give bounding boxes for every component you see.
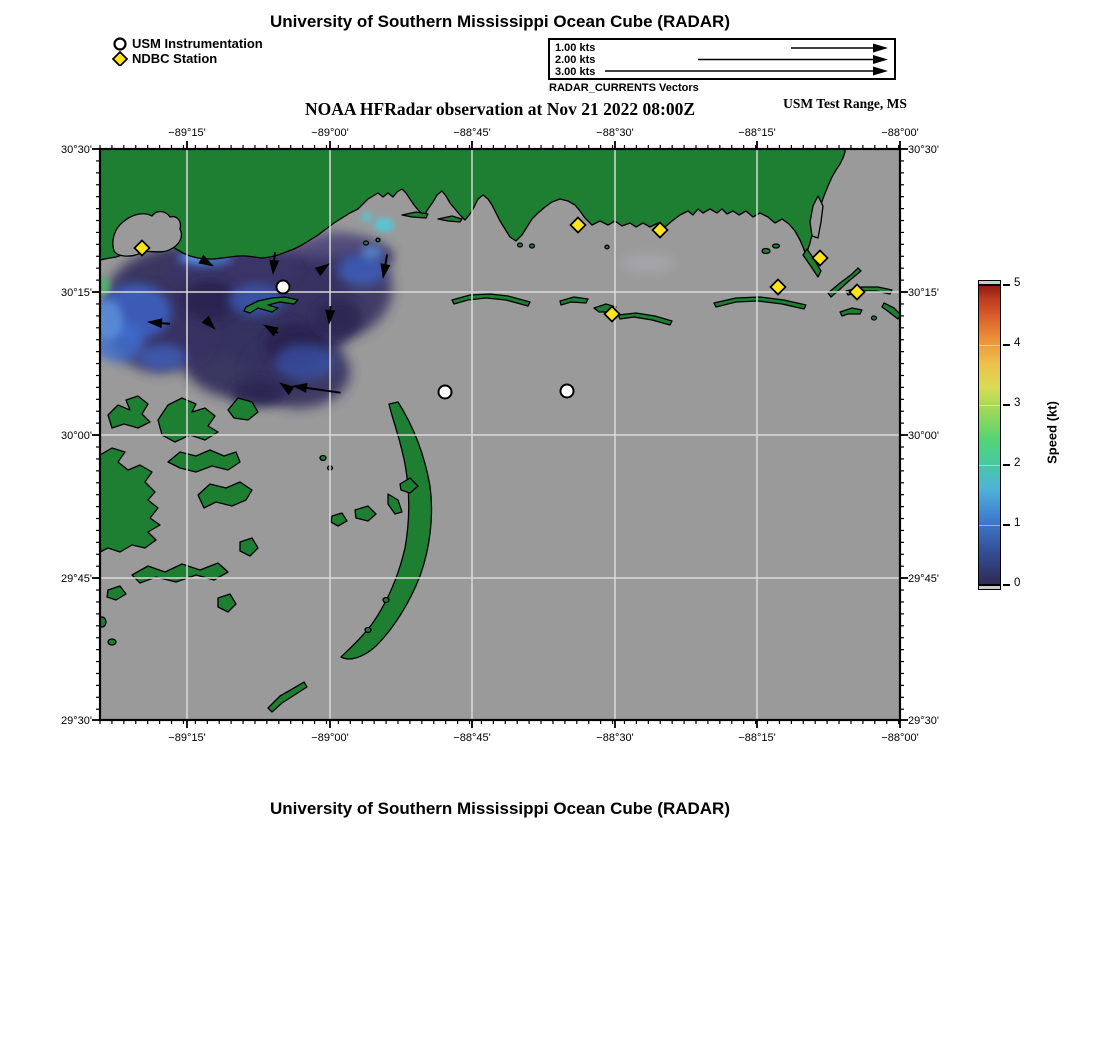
y-axis-label-right: 30°00' <box>908 430 939 442</box>
islet <box>605 245 609 249</box>
usm-instrumentation-marker <box>439 386 452 399</box>
islet <box>872 316 877 320</box>
map-legend <box>112 36 263 66</box>
x-axis-label-top: −88°30' <box>596 127 634 139</box>
figure-title-bottom: University of Southern Mississippi Ocean Cube (RADAR) <box>269 799 730 818</box>
field-patch <box>361 244 383 260</box>
colorbar-tick-label: 4 <box>1014 337 1021 349</box>
colorbar-tick <box>1003 584 1010 586</box>
colorbar-gridline <box>979 525 1000 526</box>
vector-scale-box <box>548 38 896 80</box>
map-plot <box>40 115 960 775</box>
islet <box>762 249 770 254</box>
x-axis-label-bottom: −88°00' <box>881 732 919 744</box>
y-axis-label-right: 29°45' <box>908 573 939 585</box>
field-patch <box>622 253 674 273</box>
islet <box>383 598 389 603</box>
usm-instrumentation-marker <box>561 385 574 398</box>
islet <box>518 243 523 247</box>
islet <box>530 244 535 248</box>
legend-item-usm <box>112 36 263 51</box>
y-axis-label-right: 30°30' <box>908 144 939 156</box>
vector-scale-label-3: 3.00 kts <box>555 66 596 78</box>
colorbar-tick-label: 1 <box>1014 517 1021 529</box>
islet <box>364 241 369 245</box>
islet <box>773 244 780 248</box>
circle-marker-icon <box>112 36 129 51</box>
field-patch <box>314 300 362 336</box>
figure-title-top: University of Southern Mississippi Ocean Cube (RADAR) <box>269 12 730 31</box>
colorbar-tick <box>1003 524 1010 526</box>
legend-label-ndbc: NDBC Station <box>132 51 218 66</box>
x-axis-label-top: −89°00' <box>311 127 349 139</box>
colorbar-tick-label: 0 <box>1014 577 1021 589</box>
islet <box>365 628 371 633</box>
x-axis-label-top: −88°00' <box>881 127 919 139</box>
vector-scale-caption: RADAR_CURRENTS Vectors <box>549 82 699 94</box>
x-axis-label-bottom: −88°30' <box>596 732 634 744</box>
x-axis-label-bottom: −89°00' <box>311 732 349 744</box>
y-axis-label-left: 30°15' <box>61 287 92 299</box>
field-patch <box>374 218 394 232</box>
colorbar-gridline <box>979 465 1000 466</box>
vector-scale-arrows <box>550 40 894 78</box>
field-patch <box>138 344 186 370</box>
field-patch <box>275 344 335 380</box>
colorbar-tick-label: 3 <box>1014 397 1021 409</box>
colorbar-tick <box>1003 344 1010 346</box>
x-axis-label-top: −88°45' <box>453 127 491 139</box>
y-axis-label-right: 29°30' <box>908 715 939 727</box>
vector-scale-label-2: 2.00 kts <box>555 54 596 66</box>
y-axis-label-left: 29°30' <box>61 715 92 727</box>
x-axis-label-bottom: −88°15' <box>738 732 776 744</box>
colorbar-tick <box>1003 284 1010 286</box>
usm-instrumentation-marker <box>277 281 290 294</box>
legend-item-ndbc <box>112 51 263 66</box>
field-patch <box>93 300 123 340</box>
x-axis-label-bottom: −89°15' <box>168 732 206 744</box>
colorbar <box>978 285 1001 585</box>
x-axis-label-bottom: −88°45' <box>453 732 491 744</box>
observation-subtitle: NOAA HFRadar observation at Nov 21 2022 08:00Z <box>304 99 696 119</box>
colorbar-tick-label: 5 <box>1014 277 1021 289</box>
field-patch <box>338 254 386 286</box>
y-axis-label-right: 30°15' <box>908 287 939 299</box>
colorbar-tick <box>1003 464 1010 466</box>
colorbar-gridline <box>979 345 1000 346</box>
x-axis-label-top: −88°15' <box>738 127 776 139</box>
y-axis-label-left: 30°00' <box>61 430 92 442</box>
test-range-label: USM Test Range, MS <box>783 96 907 111</box>
colorbar-bottom-cap <box>978 585 1001 590</box>
diamond-marker-icon <box>112 51 129 66</box>
legend-label-usm: USM Instrumentation <box>132 36 263 51</box>
islet <box>108 639 116 645</box>
colorbar-tick <box>1003 404 1010 406</box>
x-axis-label-top: −89°15' <box>168 127 206 139</box>
colorbar-tick-label: 2 <box>1014 457 1021 469</box>
field-patch <box>361 212 373 222</box>
islet <box>320 456 326 461</box>
colorbar-gridline <box>979 405 1000 406</box>
y-axis-label-left: 29°45' <box>61 573 92 585</box>
vector-scale-label-1: 1.00 kts <box>555 42 596 54</box>
y-axis-label-left: 30°30' <box>61 144 92 156</box>
islet <box>376 238 380 242</box>
colorbar-title: Speed (kt) <box>1044 401 1060 464</box>
